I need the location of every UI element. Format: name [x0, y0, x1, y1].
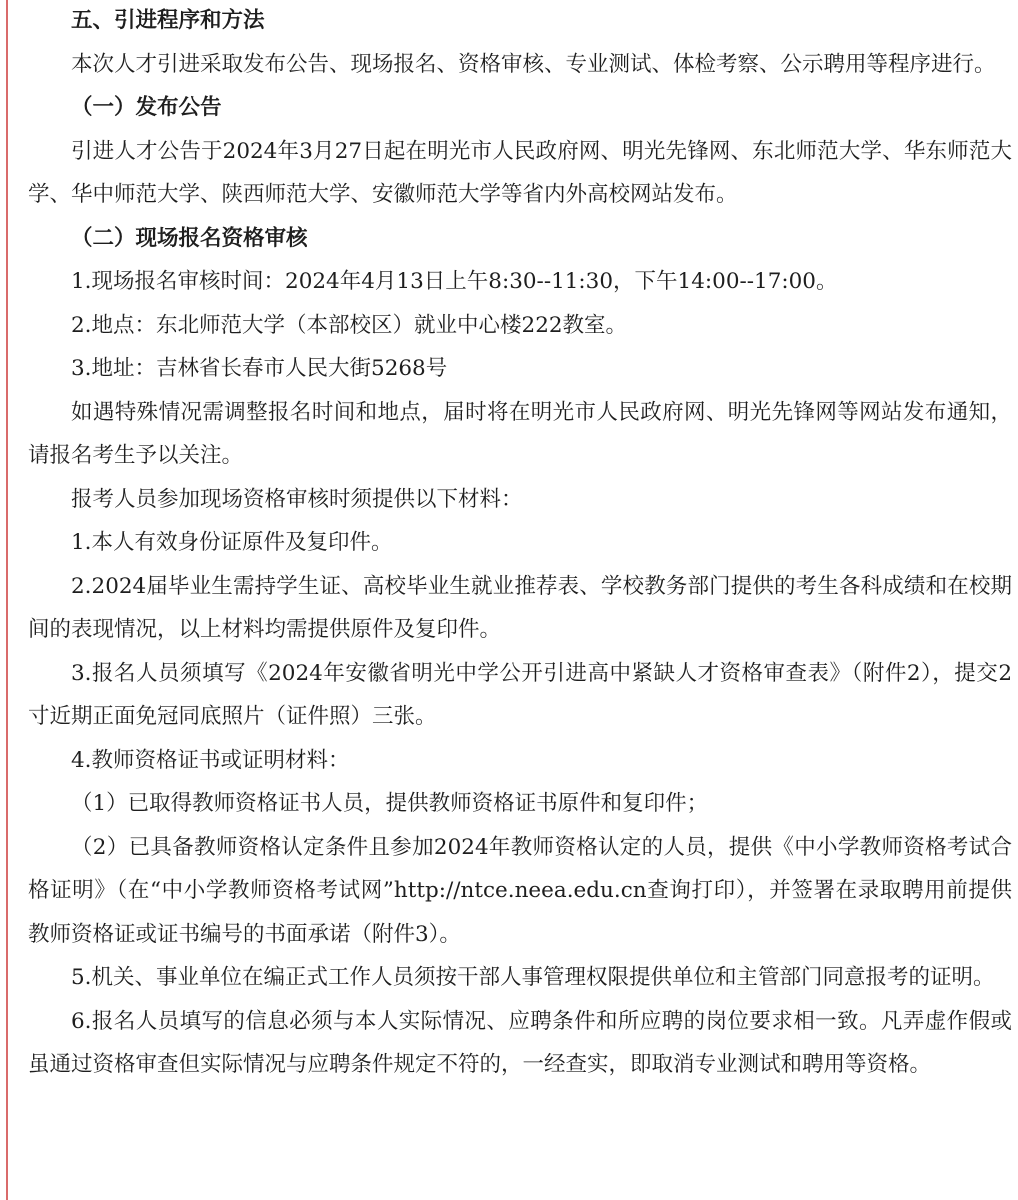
- subsection-heading: （二）现场报名资格审核: [71, 225, 308, 251]
- paragraph: 2.地点：东北师范大学（本部校区）就业中心楼222教室。: [71, 312, 628, 338]
- paragraph: 2.2024届毕业生需持学生证、高校毕业生就业推荐表、学校教务部门提供的考生各科成绩和在校期间的表现情况，以上材料均需提供原件及复印件。: [28, 573, 1012, 642]
- paragraph: 5.机关、事业单位在编正式工作人员须按干部人事管理权限提供单位和主管部门同意报考的证明。: [71, 965, 995, 990]
- section-heading: 五、引进程序和方法: [71, 8, 265, 33]
- paragraph: 3.报名人员须填写《2024年安徽省明光中学公开引进高中紧缺人才资格审查表》（附件2），提交2寸近期正面免冠同底照片（证件照）三张。: [28, 660, 1012, 729]
- paragraph: 如遇特殊情况需调整报名时间和地点，届时将在明光市人民政府网、明光先锋网等网站发布通知，请报名考生予以关注。: [28, 399, 1012, 468]
- paragraph: 4.教师资格证书或证明材料：: [71, 747, 350, 773]
- paragraph: 1.现场报名审核时间：2024年4月13日上午8:30--11:30，下午14:00--17:00。: [71, 269, 838, 294]
- paragraph: （1）已取得教师资格证书人员，提供教师资格证书原件和复印件；: [71, 791, 709, 816]
- document-body: [28, 0, 1012, 1087]
- paragraph: （2）已具备教师资格认定条件且参加2024年教师资格认定的人员，提供《中小学教师资格考试合格证明》（在“中小学教师资格考试网”http://ntce.neea.edu.cn查询打印），并签署在录取聘用前提供教师资格证或证书编号的书面承诺（附件3）。: [28, 834, 1012, 947]
- paragraph: 1.本人有效身份证原件及复印件。: [71, 530, 393, 555]
- paragraph: 3.地址：吉林省长春市人民大街5268号: [71, 356, 448, 381]
- paragraph: 6.报名人员填写的信息必须与本人实际情况、应聘条件和所应聘的岗位要求相一致。凡弄虚作假或虽通过资格审查但实际情况与应聘条件规定不符的，一经查实，即取消专业测试和聘用等资格。: [28, 1008, 1012, 1077]
- subsection-heading: （一）发布公告: [71, 95, 222, 120]
- page-margin-rule: [6, 0, 8, 1200]
- paragraph: 引进人才公告于2024年3月27日起在明光市人民政府网、明光先锋网、东北师范大学、华东师范大学、华中师范大学、陕西师范大学、安徽师范大学等省内外高校网站发布。: [28, 138, 1012, 207]
- paragraph: 报考人员参加现场资格审核时须提供以下材料：: [71, 486, 523, 512]
- paragraph: 本次人才引进采取发布公告、现场报名、资格审核、专业测试、体检考察、公示聘用等程序进行。: [71, 51, 996, 77]
